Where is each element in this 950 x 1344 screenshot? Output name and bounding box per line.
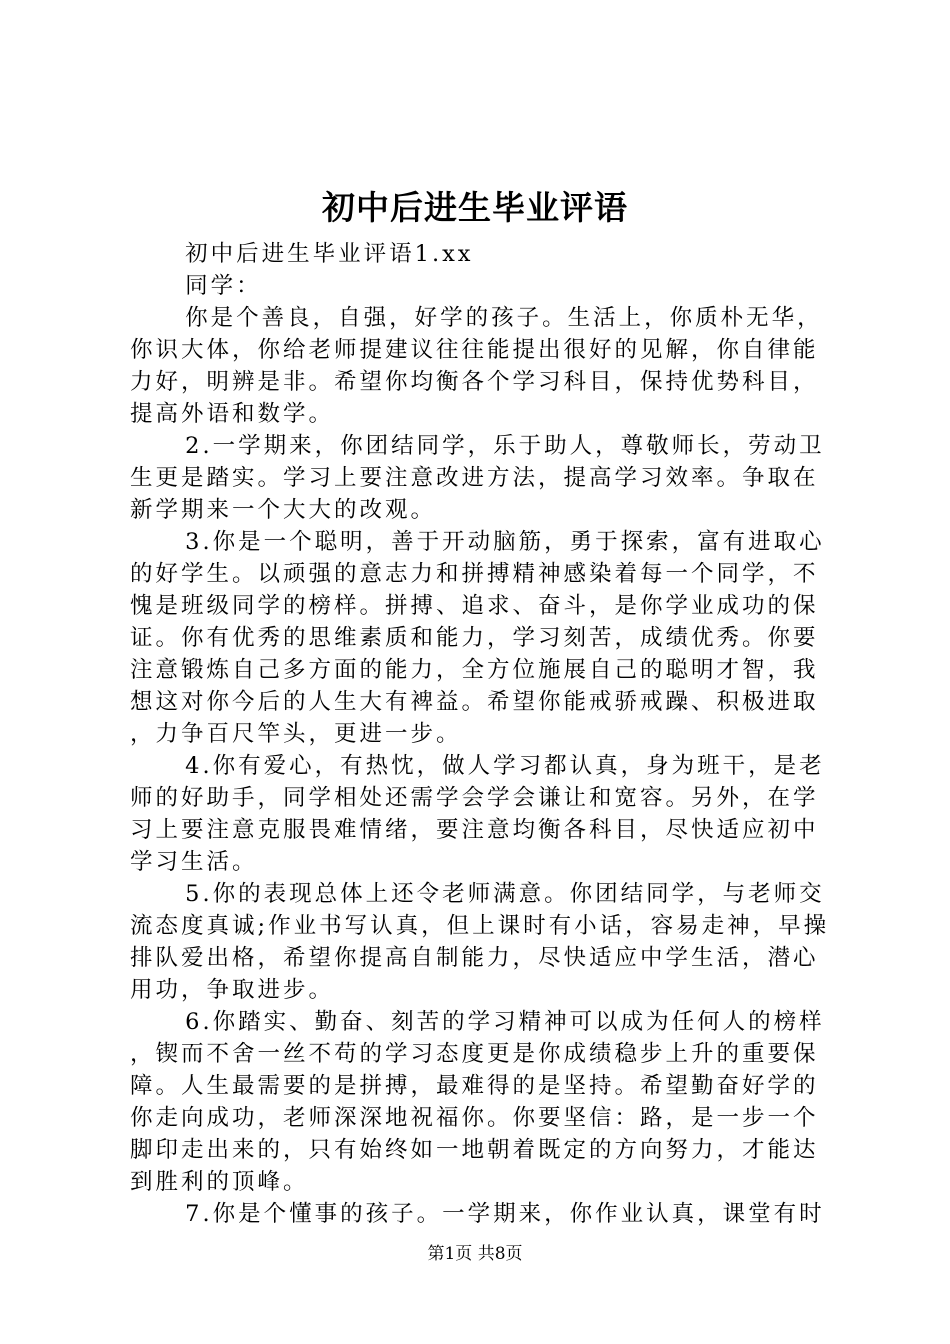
paragraph-comment-1: 你是个善良，自强，好学的孩子。生活上，你质朴无华，你识大体，你给老师提建议往往能提出很好的见解，你自律能力好，明辨是非。希望你均衡各个学习科目，保持优势科目，提高外语和数学。 — [130, 305, 823, 427]
paragraph-salutation: 同学： — [185, 273, 262, 299]
paragraph-comment-4: 4.你有爱心，有热忱，做人学习都认真，身为班干，是老师的好助手，同学相处还需学会学会谦让和宽容。另外，在学习上要注意克服畏难情绪，要注意均衡各科目，尽快适应初中学习生活。 — [130, 753, 825, 875]
paragraph-heading-line: 初中后进生毕业评语1.xx — [185, 241, 474, 267]
document-title: 初中后进生毕业评语 — [322, 188, 628, 227]
document-body — [130, 238, 836, 1230]
paragraph-comment-7: 7.你是个懂事的孩子。一学期来，你作业认真，课堂有时 — [185, 1201, 825, 1227]
paragraph-comment-6: 6.你踏实、勤奋、刻苦的学习精神可以成为任何人的榜样，锲而不舍一丝不苟的学习态度更是你成绩稳步上升的重要保障。人生最需要的是拼搏，最难得的是坚持。希望勤奋好学的你走向成功，老师深深地祝福你。你要坚信：路，是一步一个脚印走出来的，只有始终如一地朝着既定的方向努力，才能达到胜利的顶峰。 — [130, 1009, 825, 1195]
page-number-footer: 第1页 共8页 — [427, 1244, 523, 1264]
paragraph-comment-5: 5.你的表现总体上还令老师满意。你团结同学，与老师交流态度真诚;作业书写认真，但上课时有小话，容易走神，早操排队爱出格，希望你提高自制能力，尽快适应中学生活，潜心用功，争取进步。 — [130, 881, 830, 1003]
paragraph-comment-2: 2.一学期来，你团结同学，乐于助人，尊敬师长，劳动卫生更是踏实。学习上要注意改进方法，提高学习效率。争取在新学期来一个大大的改观。 — [130, 433, 825, 523]
paragraph-comment-3: 3.你是一个聪明，善于开动脑筋，勇于探索，富有进取心的好学生。以顽强的意志力和拼搏精神感染着每一个同学，不愧是班级同学的榜样。拼搏、追求、奋斗，是你学业成功的保证。你有优秀的思维素质和能力，学习刻苦，成绩优秀。你要注意锻炼自己多方面的能力，全方位施展自己的聪明才智，我想这对你今后的人生大有裨益。希望你能戒骄戒躁、积极进取，力争百尺竿头，更进一步。 — [130, 529, 825, 747]
